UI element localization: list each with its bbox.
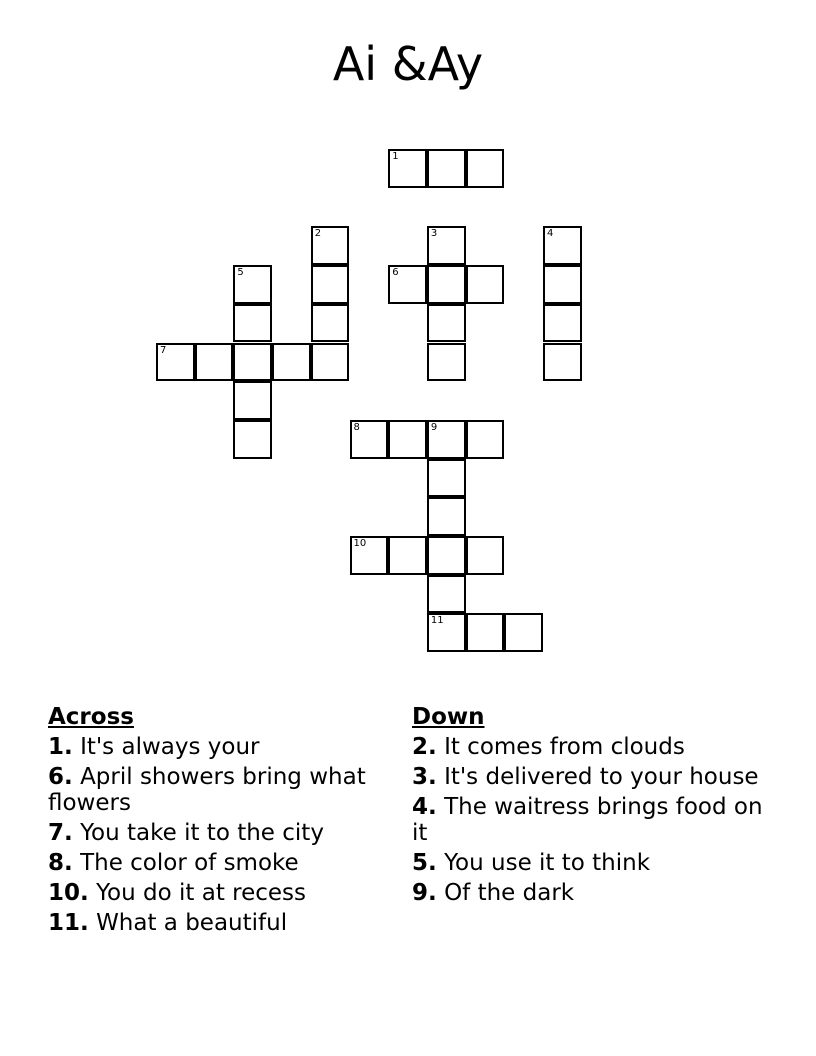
clue-label-number: 10. [48, 880, 89, 906]
grid-cell-4[interactable] [543, 226, 582, 265]
clue-number: 7 [160, 344, 167, 356]
grid-cell[interactable] [311, 304, 350, 343]
grid-cell[interactable] [466, 149, 505, 188]
clue-number: 10 [353, 538, 367, 549]
across-clue [48, 764, 408, 816]
clue-number: 8 [353, 421, 360, 433]
grid-cell[interactable] [272, 343, 311, 382]
grid-cell[interactable] [388, 536, 427, 575]
grid-cell[interactable] [311, 343, 350, 382]
grid-cell-8[interactable] [350, 420, 389, 459]
clue-label-number: 3. [412, 764, 437, 790]
grid-cell[interactable] [427, 265, 466, 304]
clue-number: 6 [392, 267, 399, 279]
clue-text: April showers bring what flowers [48, 764, 366, 816]
grid-cell[interactable] [466, 420, 505, 459]
clue-number: 11 [430, 615, 444, 627]
clue-text: You take it to the city [80, 820, 324, 846]
clue-label-number: 2. [412, 734, 437, 760]
clue-label-number: 1. [48, 734, 73, 760]
down-clue [412, 734, 772, 760]
grid-cell[interactable] [233, 420, 272, 459]
grid-cell[interactable] [543, 265, 582, 304]
grid-cell[interactable] [504, 613, 543, 652]
across-clue [48, 850, 408, 876]
clue-text: The waitress brings food on it [412, 794, 763, 846]
down-clue [412, 850, 772, 876]
grid-cell[interactable] [311, 265, 350, 304]
grid-cell[interactable] [233, 381, 272, 420]
down-clues [412, 702, 772, 910]
grid-cell-7[interactable] [156, 343, 195, 382]
grid-cell[interactable] [427, 497, 466, 536]
grid-cell-2[interactable] [311, 226, 350, 265]
across-clue [48, 910, 408, 936]
grid-cell[interactable] [543, 304, 582, 343]
clue-label-number: 11. [48, 910, 89, 936]
clue-label-number: 8. [48, 850, 73, 876]
clue-text: It's delivered to your house [444, 764, 759, 790]
clue-number: 5 [237, 267, 244, 279]
grid-cell[interactable] [427, 536, 466, 575]
clue-text: Of the dark [444, 880, 575, 906]
across-heading: Across [48, 704, 134, 730]
grid-cell[interactable] [466, 536, 505, 575]
grid-cell[interactable] [427, 343, 466, 382]
grid-cell[interactable] [466, 613, 505, 652]
grid-cell[interactable] [233, 304, 272, 343]
clue-text: It's always your [80, 734, 260, 760]
across-clue [48, 820, 408, 846]
down-clue [412, 880, 772, 906]
clue-label-number: 6. [48, 764, 73, 790]
clue-text: It comes from clouds [444, 734, 685, 760]
clue-label-number: 4. [412, 794, 437, 820]
grid-cell-6[interactable] [388, 265, 427, 304]
grid-cell[interactable] [388, 420, 427, 459]
clue-text: You do it at recess [96, 880, 307, 906]
down-clue-list [412, 734, 772, 906]
across-clue [48, 880, 408, 906]
grid-cell[interactable] [543, 343, 582, 382]
grid-cell[interactable] [427, 459, 466, 498]
clue-number: 4 [547, 228, 554, 240]
down-heading: Down [412, 704, 485, 730]
clue-number: 1 [392, 151, 399, 162]
grid-cell[interactable] [233, 343, 272, 382]
grid-cell-10[interactable] [350, 536, 389, 575]
clue-number: 2 [314, 228, 322, 240]
grid-cell-1[interactable] [388, 149, 427, 188]
grid-cell[interactable] [427, 304, 466, 343]
grid-cell-11[interactable] [427, 613, 466, 652]
grid-cell-9[interactable] [427, 420, 466, 459]
grid-cell[interactable] [195, 343, 234, 382]
across-clue [48, 734, 408, 760]
down-clue [412, 794, 772, 846]
grid-cell[interactable] [466, 265, 505, 304]
clue-text: The color of smoke [80, 850, 299, 876]
clue-number: 3 [430, 228, 438, 240]
clue-text: You use it to think [444, 850, 651, 876]
grid-cell-5[interactable] [233, 265, 272, 304]
clue-label-number: 7. [48, 820, 73, 846]
grid-cell-3[interactable] [427, 226, 466, 265]
down-clue [412, 764, 772, 790]
page-title: Ai &Ay [332, 37, 484, 91]
clue-number: 9 [430, 421, 438, 433]
clue-text: What a beautiful [96, 910, 288, 936]
clue-label-number: 9. [412, 880, 437, 906]
across-clue-list [48, 734, 408, 936]
grid-cell[interactable] [427, 149, 466, 188]
across-clues [48, 702, 408, 940]
clue-label-number: 5. [412, 850, 437, 876]
grid-cell[interactable] [427, 575, 466, 614]
